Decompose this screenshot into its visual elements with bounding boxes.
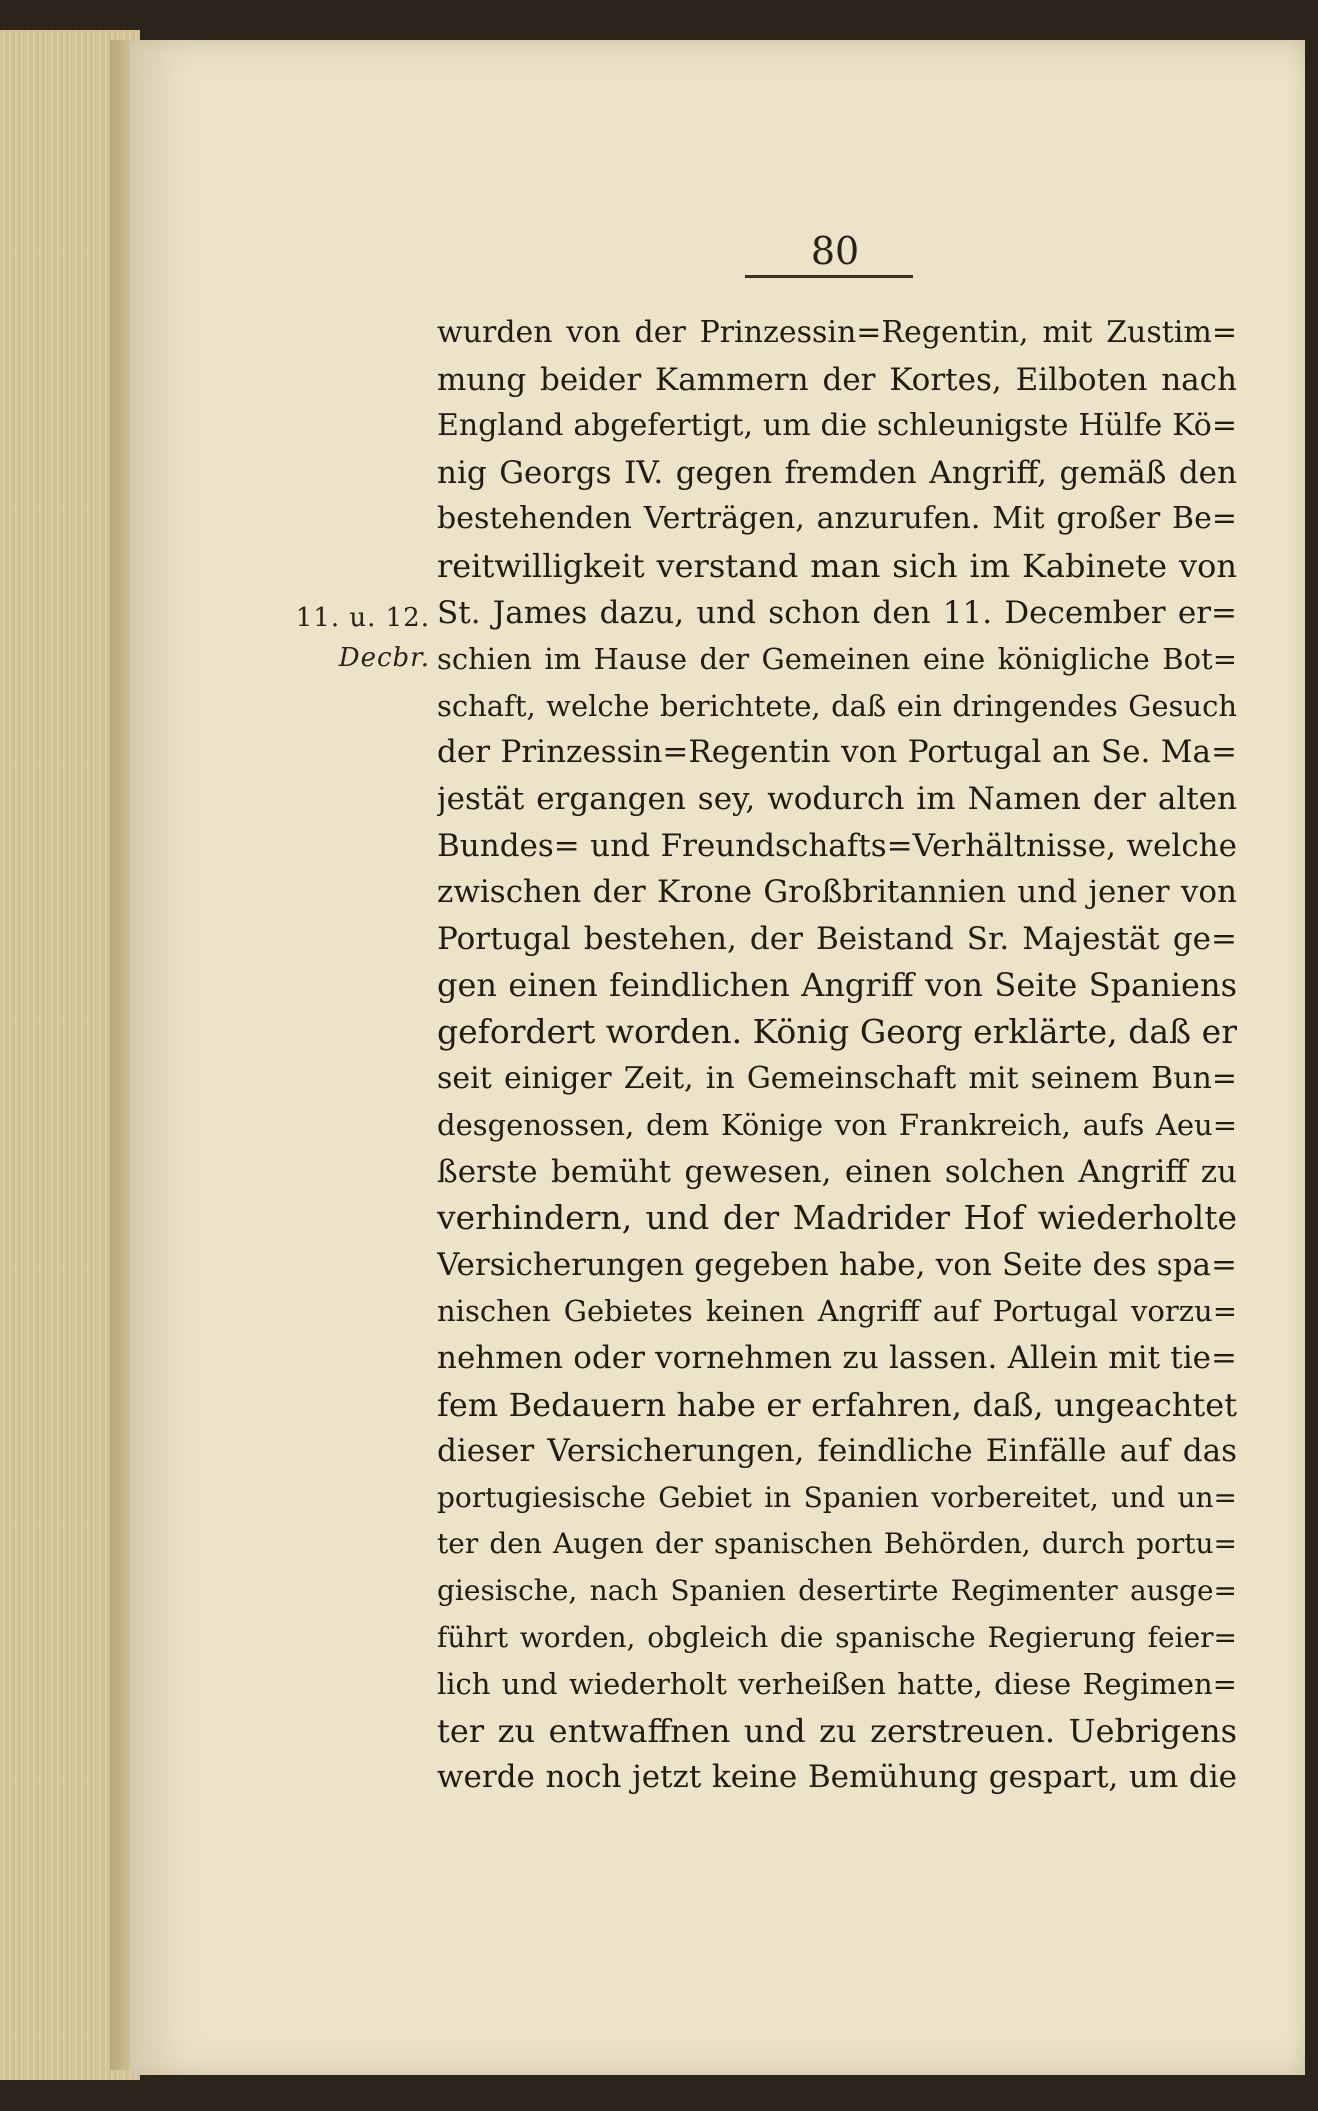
text-line: Portugal bestehen, der Beistand Sr. Majestät ge= — [437, 920, 1237, 957]
text-line: schaft, welche berichtete, daß ein dringendes Gesuch — [437, 688, 1237, 723]
text-line: ßerste bemüht gewesen, einen solchen Angriff zu — [437, 1153, 1237, 1190]
page-number-rule — [745, 275, 913, 278]
text-line: Bundes= und Freundschafts=Verhältnisse, welche — [437, 827, 1237, 864]
text-line: wurden von der Prinzessin=Regentin, mit Zustim= — [437, 315, 1237, 350]
margin-note-month: Decbr. — [338, 643, 430, 673]
text-line: reitwilligkeit verstand man sich im Kabinete von — [437, 546, 1237, 585]
text-line: ter den Augen der spanischen Behörden, durch portu= — [437, 1527, 1237, 1561]
text-line: gefordert worden. König Georg erklärte, daß er — [437, 1011, 1237, 1051]
text-line: gen einen feindlichen Angriff von Seite Spaniens — [437, 966, 1237, 1005]
text-line: jestät ergangen sey, wodurch im Namen der alten — [437, 780, 1237, 817]
text-line: verhindern, und der Madrider Hof wiederholte — [437, 1198, 1237, 1238]
text-line: bestehenden Verträgen, anzurufen. Mit großer Be= — [437, 501, 1237, 537]
text-line: schien im Hause der Gemeinen eine königliche Bot= — [437, 642, 1237, 677]
text-line: mung beider Kammern der Kortes, Eilboten nach — [437, 361, 1237, 398]
text-line: nehmen oder vornehmen zu lassen. Allein mit tie= — [437, 1340, 1237, 1377]
text-line: nischen Gebietes keinen Angriff auf Portugal vorzu= — [437, 1294, 1237, 1329]
text-line: ter zu entwaffnen und zu zerstreuen. Uebrigens — [437, 1711, 1237, 1750]
text-line: werde noch jetzt keine Bemühung gespart, um die — [437, 1759, 1237, 1796]
text-line: zwischen der Krone Großbritannien und jener von — [437, 874, 1237, 911]
text-line: nig Georgs IV. gegen fremden Angriff, gemäß den — [437, 454, 1237, 491]
text-line: England abgefertigt, um die schleunigste Hülfe Kö= — [437, 408, 1237, 444]
text-line: dieser Versicherungen, feindliche Einfälle auf das — [437, 1433, 1237, 1470]
text-line: lich und wiederholt verheißen hatte, diese Regimen= — [437, 1667, 1237, 1702]
text-line: fem Bedauern habe er erfahren, daß, ungeachtet — [437, 1385, 1237, 1424]
page-number: 80 — [810, 229, 860, 273]
text-line: der Prinzessin=Regentin von Portugal an Se. Ma= — [437, 734, 1237, 771]
text-line: seit einiger Zeit, in Gemeinschaft mit seinem Bun= — [437, 1060, 1237, 1096]
text-line: desgenossen, dem Könige von Frankreich, aufs Aeu= — [437, 1108, 1237, 1143]
text-line: St. James dazu, und schon den 11. December er= — [437, 594, 1237, 631]
margin-note-date: 11. u. 12. — [295, 603, 430, 633]
text-line: führt worden, obgleich die spanische Regierung feier= — [437, 1620, 1237, 1654]
text-line: portugiesische Gebiet in Spanien vorbereitet, und un= — [437, 1480, 1237, 1514]
text-line: Versicherungen gegeben habe, von Seite des spa= — [437, 1246, 1237, 1283]
text-line: giesische, nach Spanien desertirte Regimenter ausge= — [437, 1574, 1237, 1608]
body-text — [437, 310, 1237, 1801]
